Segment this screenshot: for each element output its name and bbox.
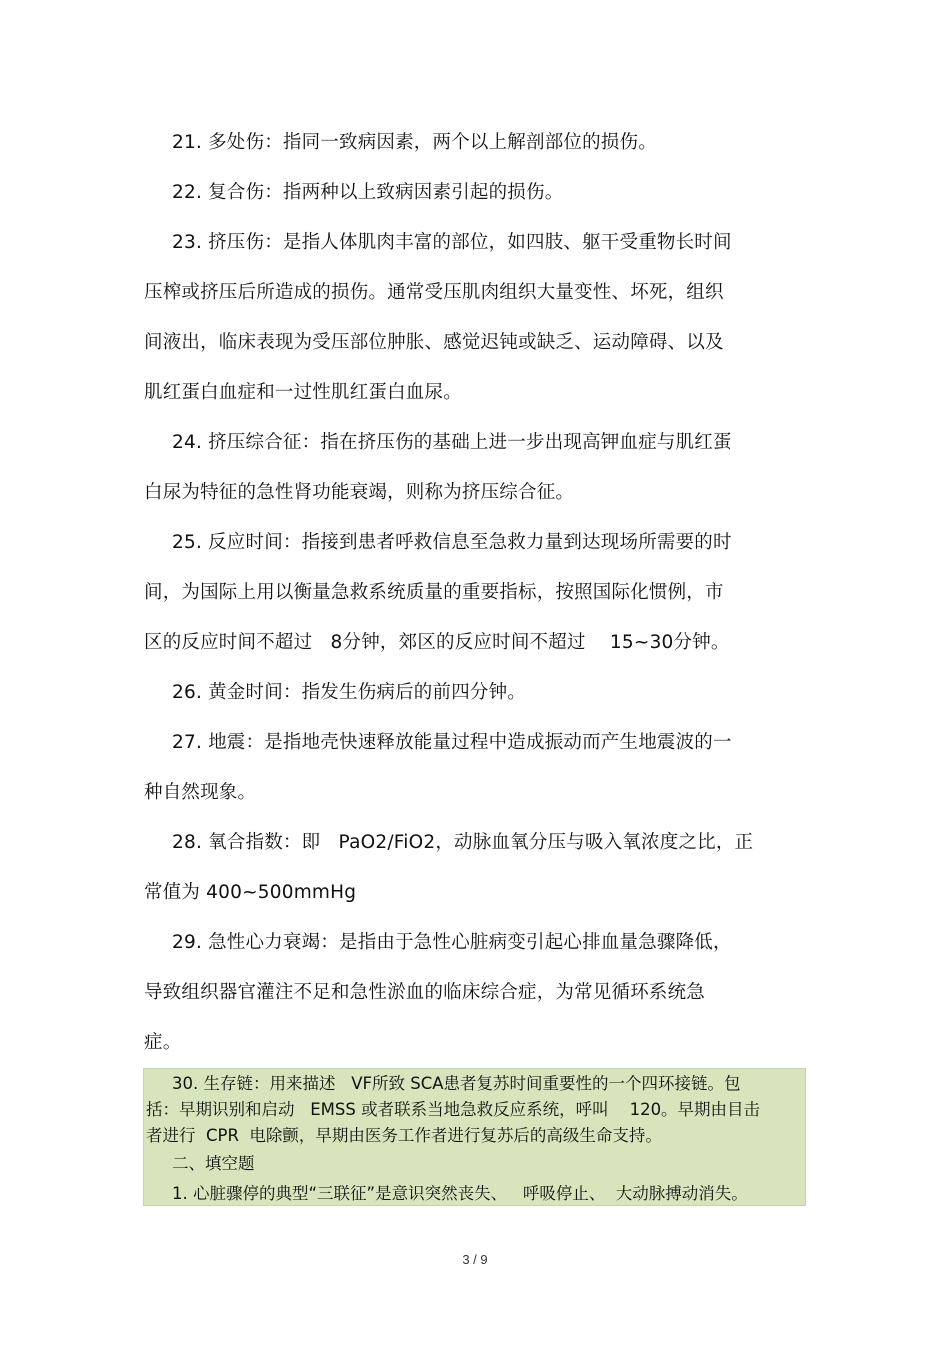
paragraph-23-line-1: 23. 挤压伤：是指人体肌肉丰富的部位，如四肢、躯干受重物长时间 bbox=[172, 232, 732, 253]
paragraph-27-line-2: 种自然现象。 bbox=[144, 782, 257, 803]
paragraph-30-line-2: 括：早期识别和启动 EMSS 或者联系当地急救反应系统，呼叫 120。早期由目击 bbox=[146, 1100, 761, 1119]
paragraph-30-line-3: 者进行 CPR 电除颤，早期由医务工作者进行复苏后的高级生命支持。 bbox=[146, 1126, 662, 1145]
paragraph-30-line-1: 30. 生存链：用来描述 VF所致 SCA患者复苏时间重要性的一个四环接链。包 bbox=[172, 1074, 741, 1093]
paragraph-23-line-3: 间液出，临床表现为受压部位肿胀、感觉迟钝或缺乏、运动障碍、以及 bbox=[144, 332, 724, 353]
paragraph-29-line-1: 29. 急性心力衰竭：是指由于急性心脏病变引起心排血量急骤降低， bbox=[172, 932, 732, 953]
paragraph-25-line-2: 间，为国际上用以衡量急救系统质量的重要指标，按照国际化惯例，市 bbox=[144, 582, 724, 603]
paragraph-27-line-1: 27. 地震：是指地壳快速释放能量过程中造成振动而产生地震波的一 bbox=[172, 732, 732, 753]
paragraph-25-line-1: 25. 反应时间：指接到患者呼救信息至急救力量到达现场所需要的时 bbox=[172, 532, 732, 553]
section-heading-fill-in: 二、填空题 bbox=[172, 1154, 255, 1173]
paragraph-25-line-3: 区的反应时间不超过 8分钟，郊区的反应时间不超过 15~30分钟。 bbox=[144, 632, 730, 653]
paragraph-24-line-1: 24. 挤压综合征：指在挤压伤的基础上进一步出现高钾血症与肌红蛋 bbox=[172, 432, 732, 453]
fill-in-question-1: 1. 心脏骤停的典型“三联征”是意识突然丧失、 呼吸停止、 大动脉搏动消失。 bbox=[172, 1184, 748, 1203]
paragraph-23-line-4: 肌红蛋白血症和一过性肌红蛋白血尿。 bbox=[144, 382, 462, 403]
paragraph-29-line-2: 导致组织器官灌注不足和急性淤血的临床综合症，为常见循环系统急 bbox=[144, 982, 706, 1003]
paragraph-22: 22. 复合伤：指两种以上致病因素引起的损伤。 bbox=[172, 182, 564, 203]
highlighted-section bbox=[143, 1068, 806, 1206]
paragraph-29-line-3: 症。 bbox=[144, 1032, 182, 1053]
paragraph-28-line-1: 28. 氧合指数：即 PaO2/FiO2，动脉血氧分压与吸入氧浓度之比，正 bbox=[172, 832, 754, 853]
paragraph-28-line-2: 常值为 400~500mmHg bbox=[144, 882, 357, 903]
paragraph-21: 21. 多处伤：指同一致病因素，两个以上解剖部位的损伤。 bbox=[172, 132, 657, 153]
page-number: 3 / 9 bbox=[462, 1252, 488, 1267]
paragraph-24-line-2: 白尿为特征的急性肾功能衰竭，则称为挤压综合征。 bbox=[144, 482, 575, 503]
paragraph-23-line-2: 压榨或挤压后所造成的损伤。通常受压肌肉组织大量变性、坏死，组织 bbox=[144, 282, 724, 303]
paragraph-26: 26. 黄金时间：指发生伤病后的前四分钟。 bbox=[172, 682, 527, 703]
